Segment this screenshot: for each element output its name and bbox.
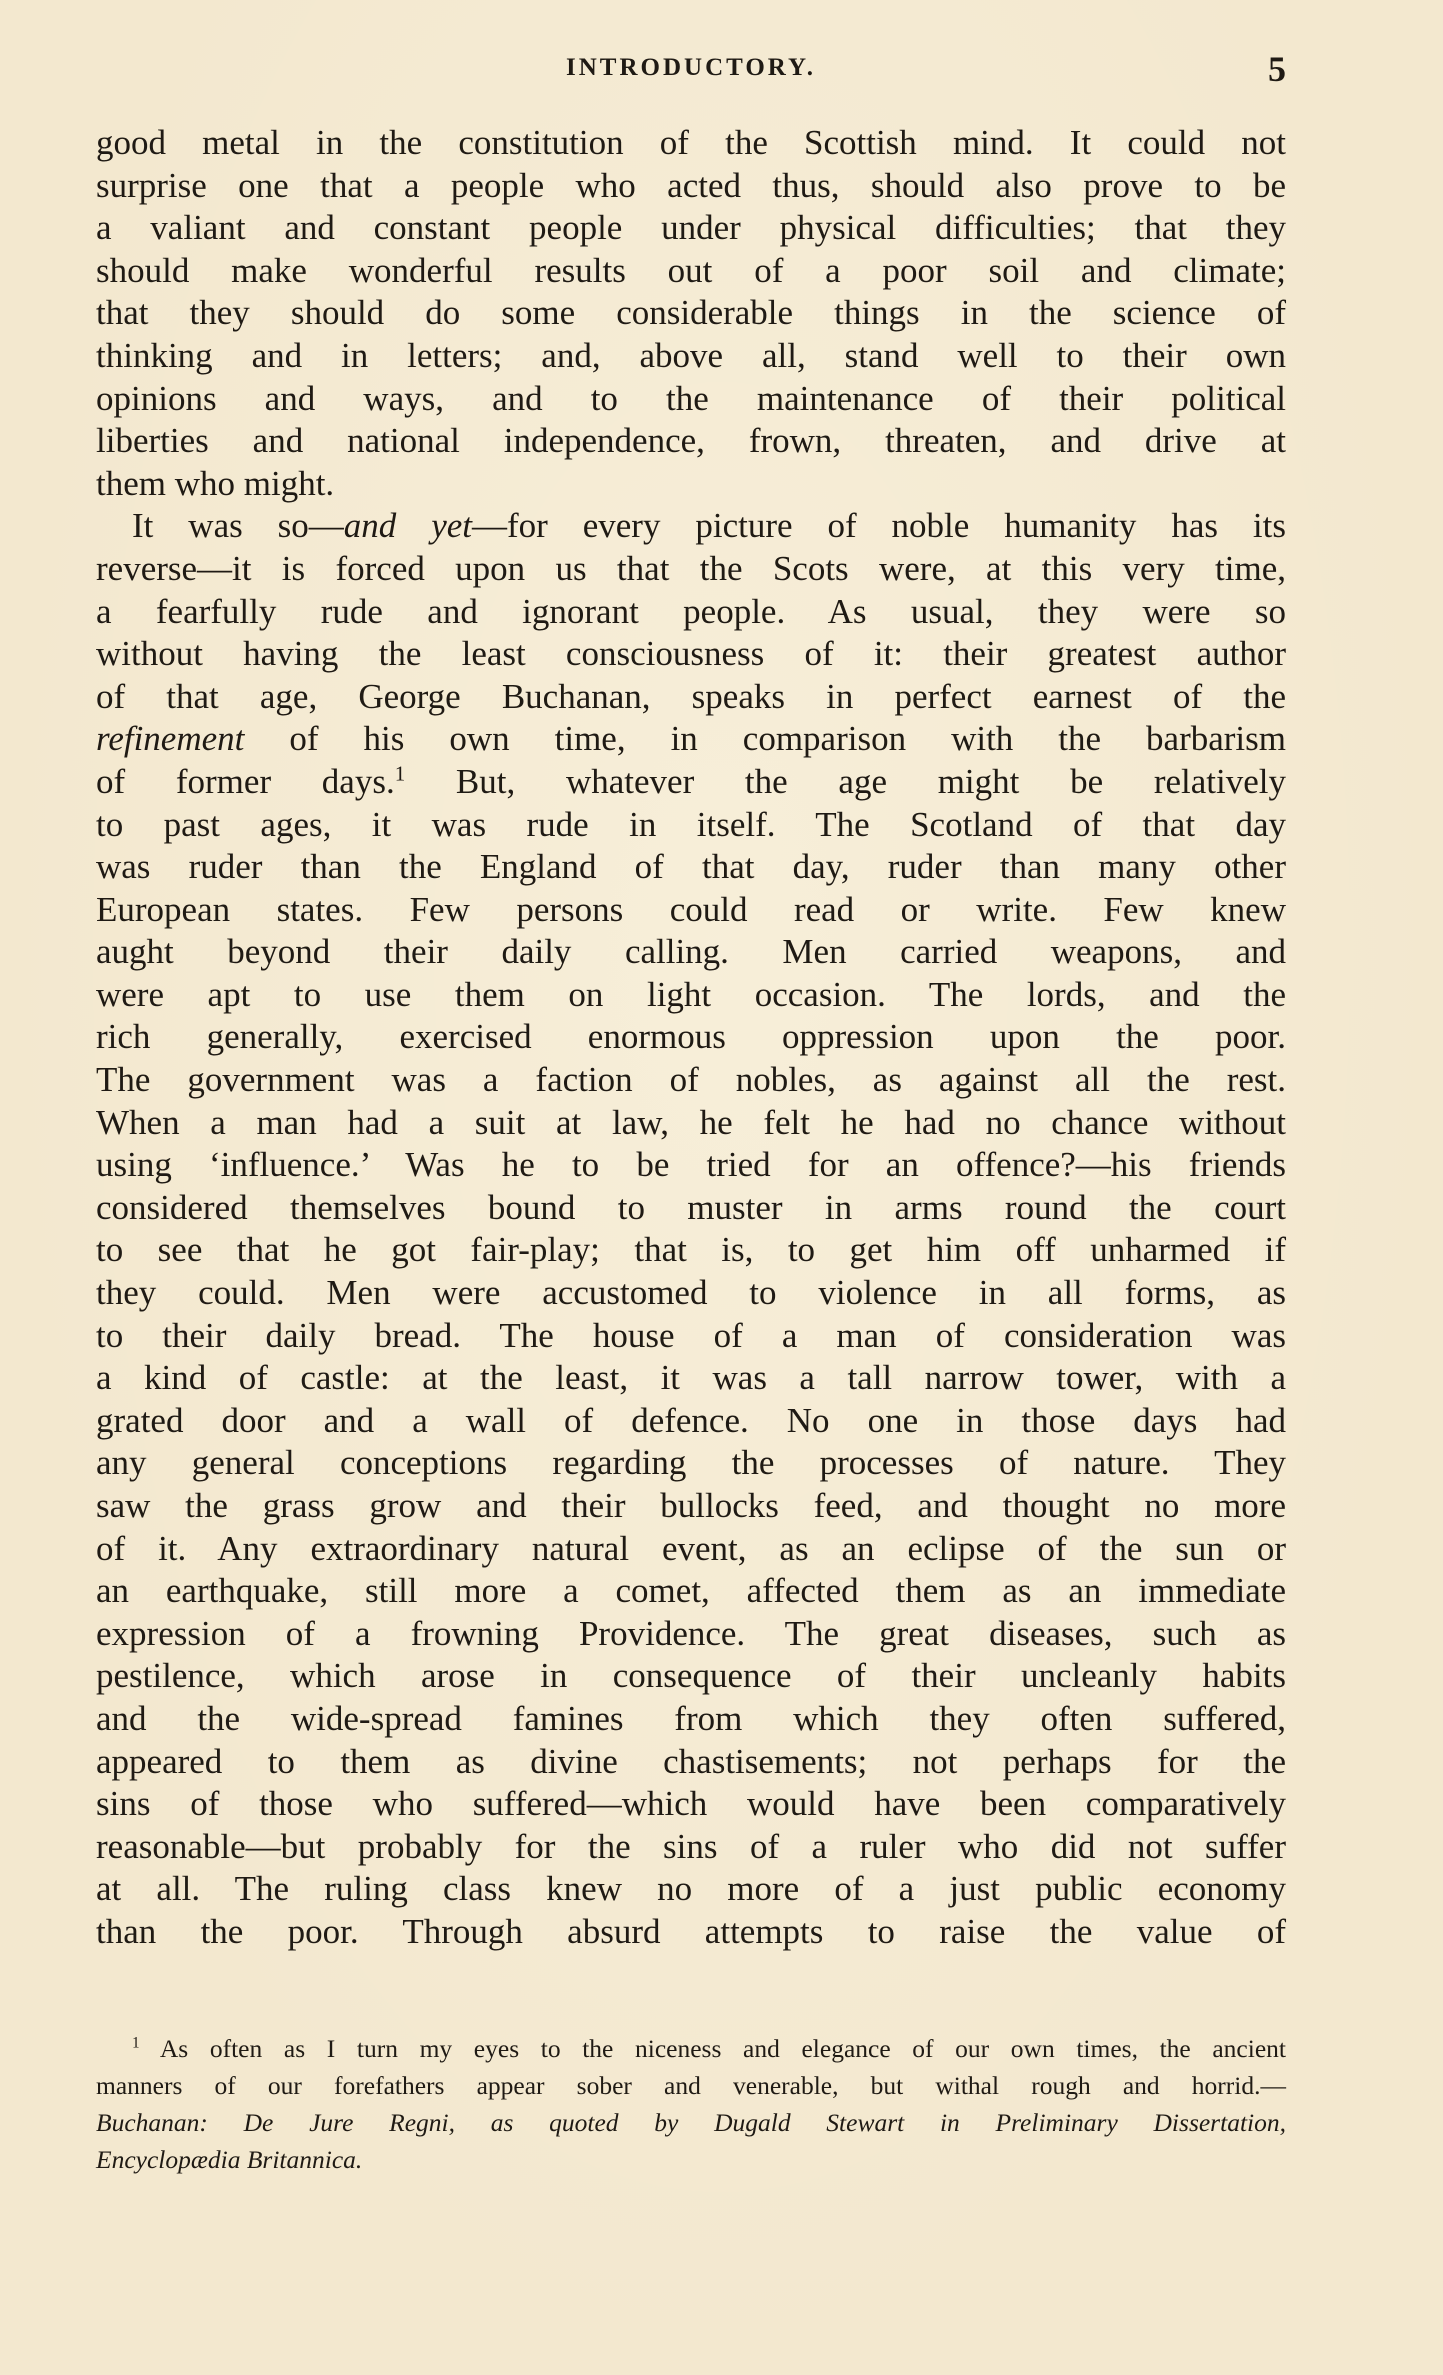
text-line: liberties and national independence, frown, threaten, and drive at: [96, 421, 1286, 461]
running-head: [96, 48, 1286, 92]
text-line: surprise one that a people who acted thus, should also prove to be: [96, 165, 1286, 205]
body-text: [96, 122, 1286, 1954]
footnote-reference: 1: [394, 761, 406, 786]
text-line: considered themselves bound to muster in arms round the court: [96, 1187, 1286, 1227]
text-line: pestilence, which arose in consequence of their uncleanly habits: [96, 1656, 1286, 1696]
text-line: were apt to use them on light occasion. The lords, and the: [96, 974, 1286, 1014]
text-run: of former days.: [96, 761, 395, 801]
text-line: reasonable—but probably for the sins of a ruler who did not suffer: [96, 1826, 1286, 1866]
text-line: that they should do some considerable things in the science of: [96, 293, 1286, 333]
text-line: and the wide-spread famines from which they often suffered,: [96, 1698, 1286, 1738]
text-line: grated door and a wall of defence. No one in those days had: [96, 1400, 1286, 1440]
text-line: expression of a frowning Providence. The great diseases, such as: [96, 1613, 1286, 1653]
text-line: at all. The ruling class knew no more of a just public economy: [96, 1869, 1286, 1909]
text-line: a fearfully rude and ignorant people. As usual, they were so: [96, 591, 1286, 631]
text-line: a valiant and constant people under physical difficulties; that they: [96, 208, 1286, 248]
text-line: of that age, George Buchanan, speaks in perfect earnest of the: [96, 676, 1286, 716]
text-line-italic-start: [96, 718, 1286, 761]
text-line: aught beyond their daily calling. Men carried weapons, and: [96, 932, 1286, 972]
text-line: any general conceptions regarding the processes of nature. They: [96, 1443, 1286, 1483]
footnote-line: Encyclopædia Britannica.: [96, 2145, 363, 2174]
text-line: thinking and in letters; and, above all, stand well to their own: [96, 335, 1286, 375]
text-line: reverse—it is forced upon us that the Scots were, at this very time,: [96, 548, 1286, 588]
text-line: should make wonderful results out of a poor soil and climate;: [96, 250, 1286, 290]
text-line: saw the grass grow and their bullocks feed, and thought no more: [96, 1486, 1286, 1525]
running-title: INTRODUCTORY.: [566, 54, 816, 81]
text-run: As often as I turn my eyes to the niceness and elegance of our own times, the ancient: [139, 2034, 1286, 2063]
text-line: rich generally, exercised enormous oppression upon the poor.: [96, 1017, 1286, 1057]
text-line: European states. Few persons could read or write. Few knew: [96, 889, 1286, 929]
text-line: appeared to them as divine chastisements; not perhaps for the: [96, 1741, 1286, 1781]
text-run: But, whatever the age might be relatively: [405, 761, 1286, 801]
text-run: of his own time, in comparison with the barbarism: [244, 719, 1286, 759]
text-line: opinions and ways, and to the maintenance of their political: [96, 378, 1286, 418]
text-line: sins of those who suffered—which would have been comparatively: [96, 1784, 1286, 1824]
footnote-marker: 1: [132, 2034, 140, 2052]
text-line: them who might.: [96, 463, 335, 503]
text-run: —for every picture of noble humanity has its: [472, 506, 1286, 546]
text-line: When a man had a suit at law, he felt he had no chance without: [96, 1102, 1286, 1142]
paragraph-start-line: [96, 505, 1286, 548]
text-run: It was so—: [132, 506, 344, 546]
text-line: The government was a faction of nobles, as against all the rest.: [96, 1060, 1286, 1100]
text-line: without having the least consciousness of it: their greatest author: [96, 634, 1286, 674]
footnote-line: [96, 2030, 1286, 2067]
text-line-with-footnote-ref: [96, 761, 1286, 804]
text-line: was ruder than the England of that day, ruder than many other: [96, 847, 1286, 887]
text-line: to past ages, it was rude in itself. The Scotland of that day: [96, 804, 1286, 844]
text-line: to see that he got fair-play; that is, to get him off unharmed if: [96, 1230, 1286, 1270]
footnote-line: manners of our forefathers appear sober and venerable, but withal rough and horrid.—: [96, 2071, 1286, 2100]
footnote: [96, 2030, 1286, 2178]
text-line: to their daily bread. The house of a man of consideration was: [96, 1315, 1286, 1355]
text-line: than the poor. Through absurd attempts to raise the value of: [96, 1911, 1286, 1951]
footnote-line: Buchanan: De Jure Regni, as quoted by Dugald Stewart in Preliminary Dissertation,: [96, 2108, 1286, 2137]
text-line: using ‘influence.’ Was he to be tried for an offence?—his friends: [96, 1145, 1286, 1185]
text-line: a kind of castle: at the least, it was a tall narrow tower, with a: [96, 1358, 1286, 1398]
text-line: an earthquake, still more a comet, affected them as an immediate: [96, 1571, 1286, 1611]
italic-text: refinement: [96, 719, 245, 759]
text-line: of it. Any extraordinary natural event, as an eclipse of the sun or: [96, 1528, 1286, 1568]
text-line: good metal in the constitution of the Scottish mind. It could not: [96, 123, 1286, 162]
page-number: 5: [1268, 49, 1286, 89]
italic-text: and yet: [343, 506, 472, 546]
text-line: they could. Men were accustomed to violence in all forms, as: [96, 1273, 1286, 1313]
